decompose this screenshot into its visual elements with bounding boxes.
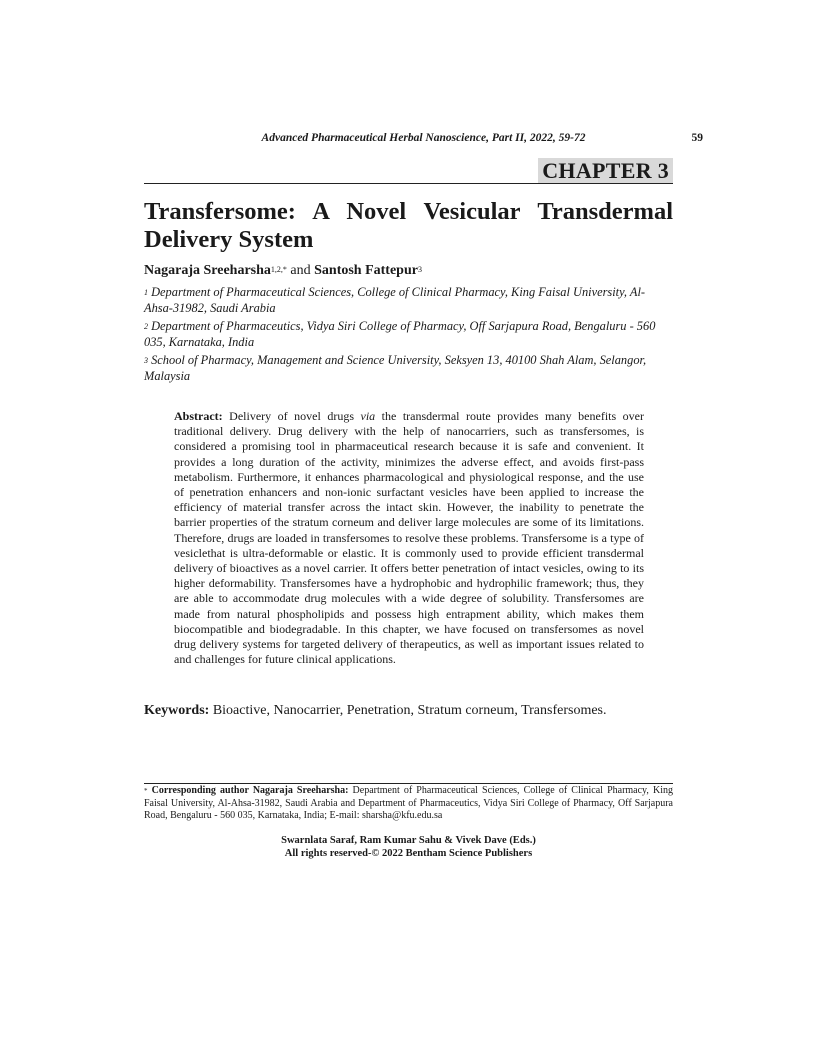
affiliation-number: 1 [144, 288, 148, 297]
footnote-label: Corresponding author Nagaraja Sreeharsha: [151, 785, 349, 796]
abstract [174, 409, 644, 667]
abstract-italic-term: via [360, 409, 376, 423]
affiliation-3 [144, 353, 673, 384]
keywords [144, 702, 673, 720]
footnote-text: Department of Pharmaceutical Sciences, College of Clinical Pharmacy, King Faisal University, Al-Ahsa-31982, Saudi Arabia and Department of Pharmaceutics, Vidya Siri College of Pharmacy, Off Sarjapura Road, Bengaluru - 560 035, Karnataka, India; E-mail: sharsha@kfu.edu.sa [144, 785, 674, 822]
publisher-footer [144, 834, 673, 860]
affiliation-text: Department of Pharmaceutical Sciences, College of Clinical Pharmacy, King Faisal University, Al-Ahsa-31982, Saudi Arabia [144, 285, 646, 315]
affiliation-2 [144, 319, 673, 350]
author-name: Nagaraja Sreeharsha [144, 263, 271, 278]
rights-line: All rights reserved-© 2022 Bentham Science Publishers [284, 848, 533, 859]
page-number: 59 [691, 132, 703, 144]
author-name: Santosh Fattepur [314, 263, 418, 278]
affiliation-number: 3 [144, 356, 148, 365]
running-head: Advanced Pharmaceutical Herbal Nanoscience, Part II, 2022, 59-72 [261, 132, 586, 144]
author-affiliation-mark: 1,2,* [270, 265, 287, 274]
author-line [144, 262, 422, 280]
abstract-text: Delivery of novel drugs [222, 409, 361, 423]
footnote-divider [144, 783, 673, 784]
affiliation-number: 2 [144, 322, 148, 331]
abstract-text: the transdermal route provides many benefits over traditional delivery. Drug delivery with the help of nanocarriers, such as transfersomes, is considered a promising tool in pharmaceutical research because it is safe and convenient. It provides a long duration of the activity, minimizes the adverse effect, and avoids first-pass metabolism. Furthermore, it enhances pharmacological and physiological response, and the use of penetration enhancers and non-ionic surfactant vesicles have been applied to increase the efficiency of material transfer across the intact skin. However, the inability to penetrate the barrier properties of the stratum corneum and deliver large molecules are some of its limitations. Therefore, drugs are loaded in transfersomes to resolve these problems. Transfersome is a type of vesiclethat is ultra-deformable or elastic. It is commonly used to provide efficient transdermal delivery of bioactives as a novel carrier. It offers better penetration of intact vesicles, owing to its higher deformability. Transfersomes have a hydrophobic and hydrophilic framework; thus, they are able to accommodate drug molecules with a wide degree of solubility. Transfersomes are made from natural phospholipids and possess high entrapment ability, which makes them biocompatible and biodegradable. In this chapter, we have focused on transfersomes as novel drug delivery systems for targeted delivery of therapeutics, as well as important issues related to and challenges for future clinical applications. [174, 409, 644, 667]
keywords-text: Bioactive, Nanocarrier, Penetration, Stratum corneum, Transfersomes. [212, 703, 607, 718]
keywords-label: Keywords: [144, 703, 210, 718]
chapter-header [144, 158, 673, 184]
chapter-label: CHAPTER 3 [538, 158, 673, 183]
corresponding-author-footnote [144, 785, 673, 823]
editors-line: Swarnlata Saraf, Ram Kumar Sahu & Vivek Dave (Eds.) [281, 835, 536, 846]
affiliation-1 [144, 285, 673, 316]
affiliation-text: School of Pharmacy, Management and Science University, Seksyen 13, 40100 Shah Alam, Selangor, Malaysia [144, 353, 647, 383]
author-joiner: and [286, 263, 315, 278]
abstract-label: Abstract: [174, 409, 223, 423]
affiliation-text: Department of Pharmaceutics, Vidya Siri College of Pharmacy, Off Sarjapura Road, Bengaluru - 560 035, Karnataka, India [144, 319, 656, 349]
chapter-title: Transfersome: A Novel Vesicular Transdermal Delivery System [144, 198, 673, 253]
footnote-mark: * [144, 787, 148, 795]
author-affiliation-mark: 3 [417, 265, 422, 274]
